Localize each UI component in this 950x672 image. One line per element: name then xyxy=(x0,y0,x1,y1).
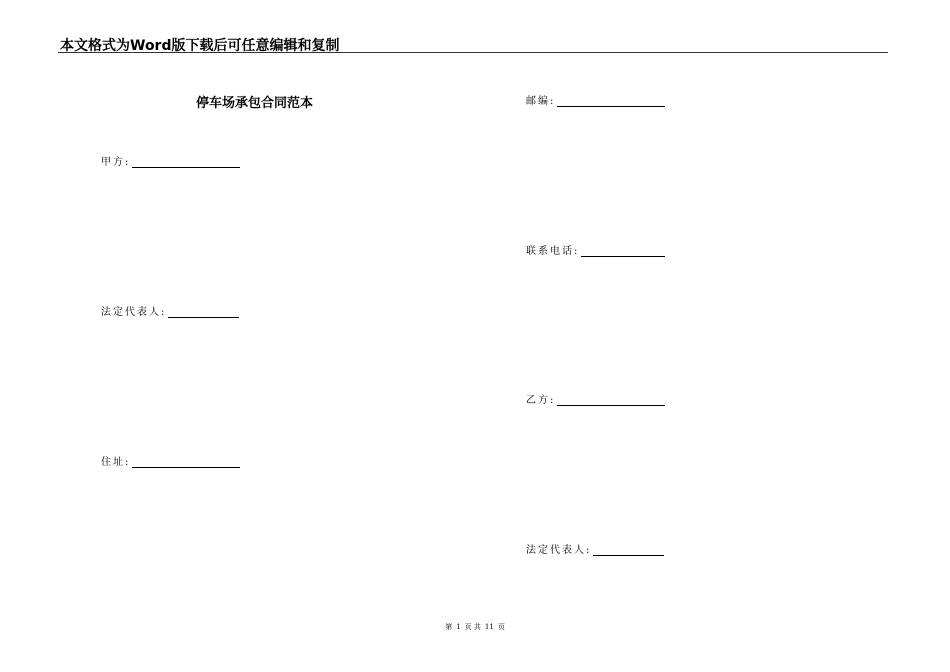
party-a-field xyxy=(101,154,240,168)
party-b-label: 乙方: xyxy=(526,395,556,406)
legal-rep-b-blank[interactable] xyxy=(593,545,664,556)
address-field xyxy=(101,454,240,468)
page-footer xyxy=(0,622,950,632)
postcode-field xyxy=(526,93,665,107)
document-title: 停车场承包合同范本 xyxy=(196,96,314,111)
footer-page-suffix: 页 xyxy=(497,623,505,631)
party-a-label: 甲方: xyxy=(101,157,131,168)
legal-rep-b-field xyxy=(526,542,664,556)
address-blank[interactable] xyxy=(132,457,240,468)
party-b-field xyxy=(526,392,665,406)
legal-rep-a-label: 法定代表人: xyxy=(101,307,167,318)
legal-rep-a-blank[interactable] xyxy=(168,307,239,318)
party-b-blank[interactable] xyxy=(557,395,665,406)
phone-blank[interactable] xyxy=(581,246,665,257)
page-header xyxy=(58,33,888,53)
legal-rep-a-field xyxy=(101,304,239,318)
footer-page-number: 1 xyxy=(456,623,461,631)
postcode-label: 邮编: xyxy=(526,96,556,107)
header-divider xyxy=(58,52,888,53)
header-note: 本文格式为Word版下载后可任意编辑和复制 xyxy=(60,38,340,54)
phone-field xyxy=(526,243,665,257)
footer-page-mid: 页 共 xyxy=(464,623,481,631)
legal-rep-b-label: 法定代表人: xyxy=(526,545,592,556)
phone-label: 联系电话: xyxy=(526,246,580,257)
footer-page-prefix: 第 xyxy=(445,623,453,631)
postcode-blank[interactable] xyxy=(557,96,665,107)
party-a-blank[interactable] xyxy=(132,157,240,168)
footer-total-pages: 11 xyxy=(484,623,494,631)
address-label: 住址: xyxy=(101,457,131,468)
